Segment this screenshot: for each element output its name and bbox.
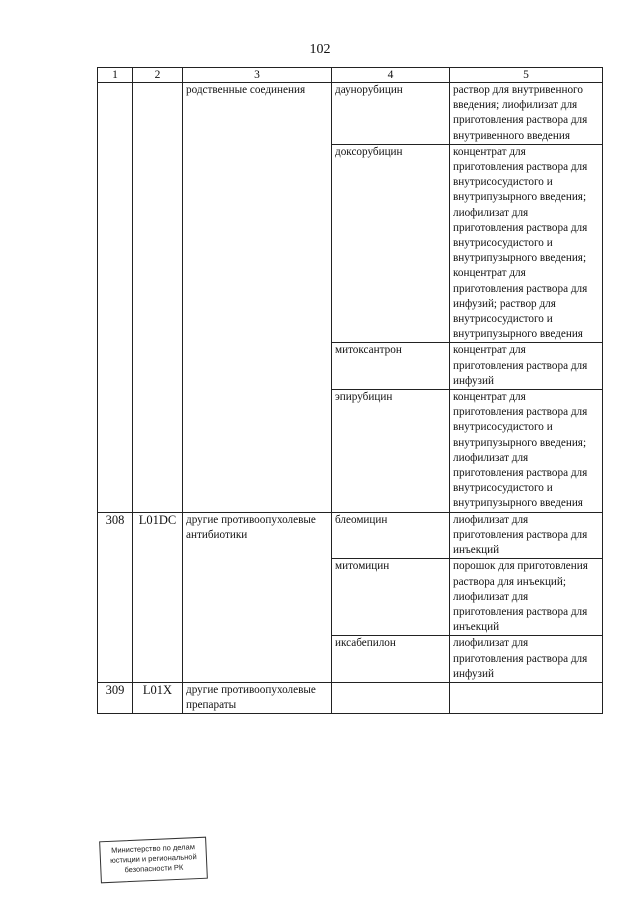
- drug-group: другие противоопухолевые антибиотики: [183, 512, 332, 682]
- drug-name: иксабепилон: [332, 636, 450, 683]
- row-number: 308: [98, 512, 133, 682]
- drug-group: другие противоопухолевые препараты: [183, 682, 332, 713]
- dosage-form: концентрат для приготовления раствора для внутрисосудистого и внутрипузырного введения; лиофилизат для приготовления раствора для внутрисосудистого и внутрипузырного введения; концентрат для приготовления раствора для инфузий; раствор для внутрисосудистого и внутрипузырного введения: [450, 144, 603, 343]
- drug-name: доксорубицин: [332, 144, 450, 343]
- drug-name: [332, 682, 450, 713]
- ministry-stamp: [99, 837, 208, 884]
- row-number: [98, 83, 133, 513]
- stamp-line-3: безопасности РК: [124, 862, 184, 875]
- header-col-3: 3: [183, 68, 332, 83]
- drug-name: даунорубицин: [332, 83, 450, 145]
- atc-code: L01DC: [133, 512, 183, 682]
- table-row: [98, 682, 603, 713]
- stamp-line-1: Министерство по делам: [110, 842, 196, 855]
- header-col-5: 5: [450, 68, 603, 83]
- atc-code: [133, 83, 183, 513]
- dosage-form: раствор для внутривенного введения; лиофилизат для приготовления раствора для внутривенного введения: [450, 83, 603, 145]
- dosage-form: концентрат для приготовления раствора для инфузий: [450, 343, 603, 390]
- dosage-form: порошок для приготовления раствора для инъекций; лиофилизат для приготовления раствора для инъекций: [450, 559, 603, 636]
- table-row: [98, 512, 603, 559]
- dosage-form: [450, 682, 603, 713]
- drug-group: родственные соединения: [183, 83, 332, 513]
- dosage-form: лиофилизат для приготовления раствора для инъекций: [450, 512, 603, 559]
- page-number: 102: [309, 42, 331, 57]
- header-col-2: 2: [133, 68, 183, 83]
- header-col-1: 1: [98, 68, 133, 83]
- atc-code: L01X: [133, 682, 183, 713]
- drug-name: митомицин: [332, 559, 450, 636]
- stamp-line-2: юстиции и региональной: [109, 852, 197, 865]
- drug-name: эпирубицин: [332, 390, 450, 513]
- drug-name: блеомицин: [332, 512, 450, 559]
- table-header-row: [98, 68, 603, 83]
- dosage-form: лиофилизат для приготовления раствора для инфузий: [450, 636, 603, 683]
- drug-table: [97, 67, 603, 714]
- table-row: [98, 83, 603, 145]
- header-col-4: 4: [332, 68, 450, 83]
- row-number: 309: [98, 682, 133, 713]
- dosage-form: концентрат для приготовления раствора для внутрисосудистого и внутрипузырного введения; лиофилизат для приготовления раствора для внутрисосудистого и внутрипузырного введения: [450, 390, 603, 513]
- drug-name: митоксантрон: [332, 343, 450, 390]
